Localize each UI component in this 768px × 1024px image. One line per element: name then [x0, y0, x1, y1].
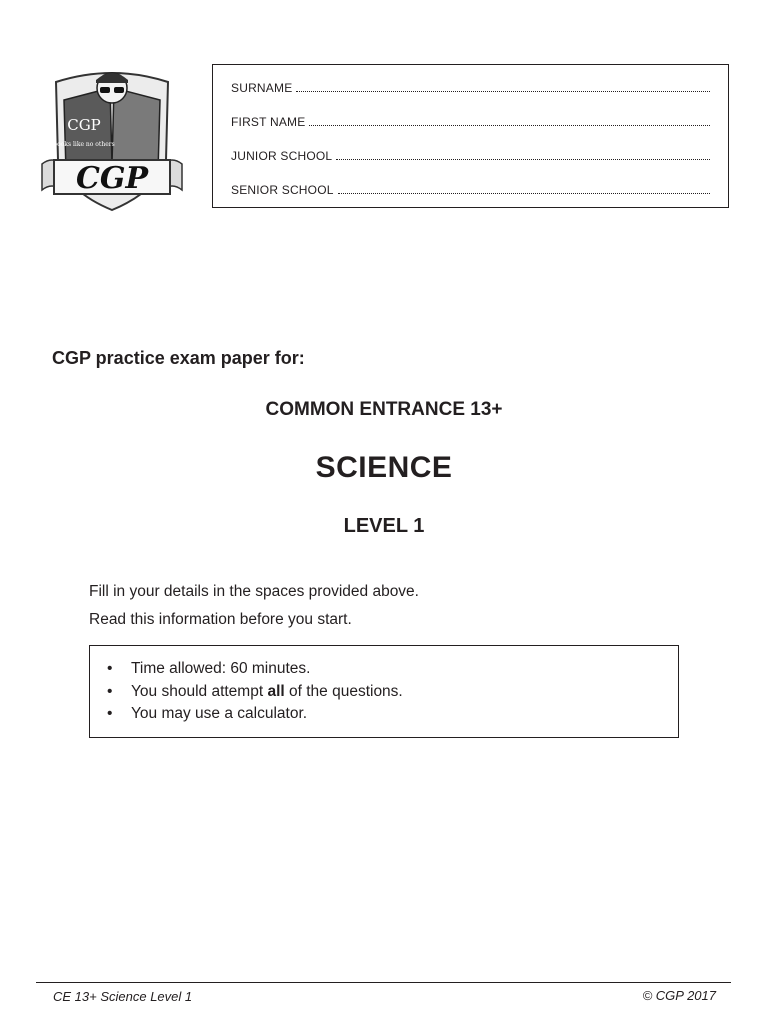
info-text: You should attempt all of the questions. [131, 682, 403, 700]
junior-school-line[interactable] [336, 148, 710, 160]
junior-school-field[interactable] [231, 148, 710, 182]
first-name-label: FIRST NAME [231, 115, 306, 129]
info-text: Time allowed: 60 minutes. [131, 660, 311, 677]
first-name-field[interactable] [231, 114, 710, 148]
surname-field[interactable] [231, 80, 710, 114]
senior-school-line[interactable] [338, 182, 710, 194]
exam-title: COMMON ENTRANCE 13+ [265, 399, 503, 420]
logo-brand: CGP [75, 161, 149, 196]
instruction-fill-details: Fill in your details in the spaces provided above. [89, 583, 419, 600]
footer-paper-title: CE 13+ Science Level 1 [53, 989, 193, 1004]
first-name-line[interactable] [309, 114, 710, 126]
bullet-icon: • [107, 705, 113, 722]
bullet-icon: • [107, 660, 113, 677]
footer-copyright: © CGP 2017 [642, 988, 716, 1003]
bullet-icon: • [107, 682, 113, 700]
info-item-attempt [107, 681, 678, 704]
info-item-time [107, 658, 678, 681]
exam-info-list [107, 658, 678, 726]
subject-title: SCIENCE [315, 451, 453, 484]
senior-school-field[interactable] [231, 182, 710, 216]
surname-line[interactable] [296, 80, 710, 92]
candidate-details-box [212, 64, 729, 208]
intro-heading: CGP practice exam paper for: [52, 348, 305, 368]
logo-book-text: CGP [67, 116, 101, 134]
level-title: LEVEL 1 [343, 515, 425, 537]
junior-school-label: JUNIOR SCHOOL [231, 149, 333, 163]
senior-school-label: SENIOR SCHOOL [231, 183, 334, 197]
info-item-calculator [107, 703, 678, 726]
logo-tagline: books like no others [53, 141, 115, 148]
info-text: You may use a calculator. [131, 705, 308, 722]
exam-info-box [89, 645, 679, 738]
footer-divider [36, 982, 731, 983]
cgp-logo [36, 60, 188, 212]
instruction-read-info: Read this information before you start. [89, 611, 352, 628]
surname-label: SURNAME [231, 81, 293, 95]
